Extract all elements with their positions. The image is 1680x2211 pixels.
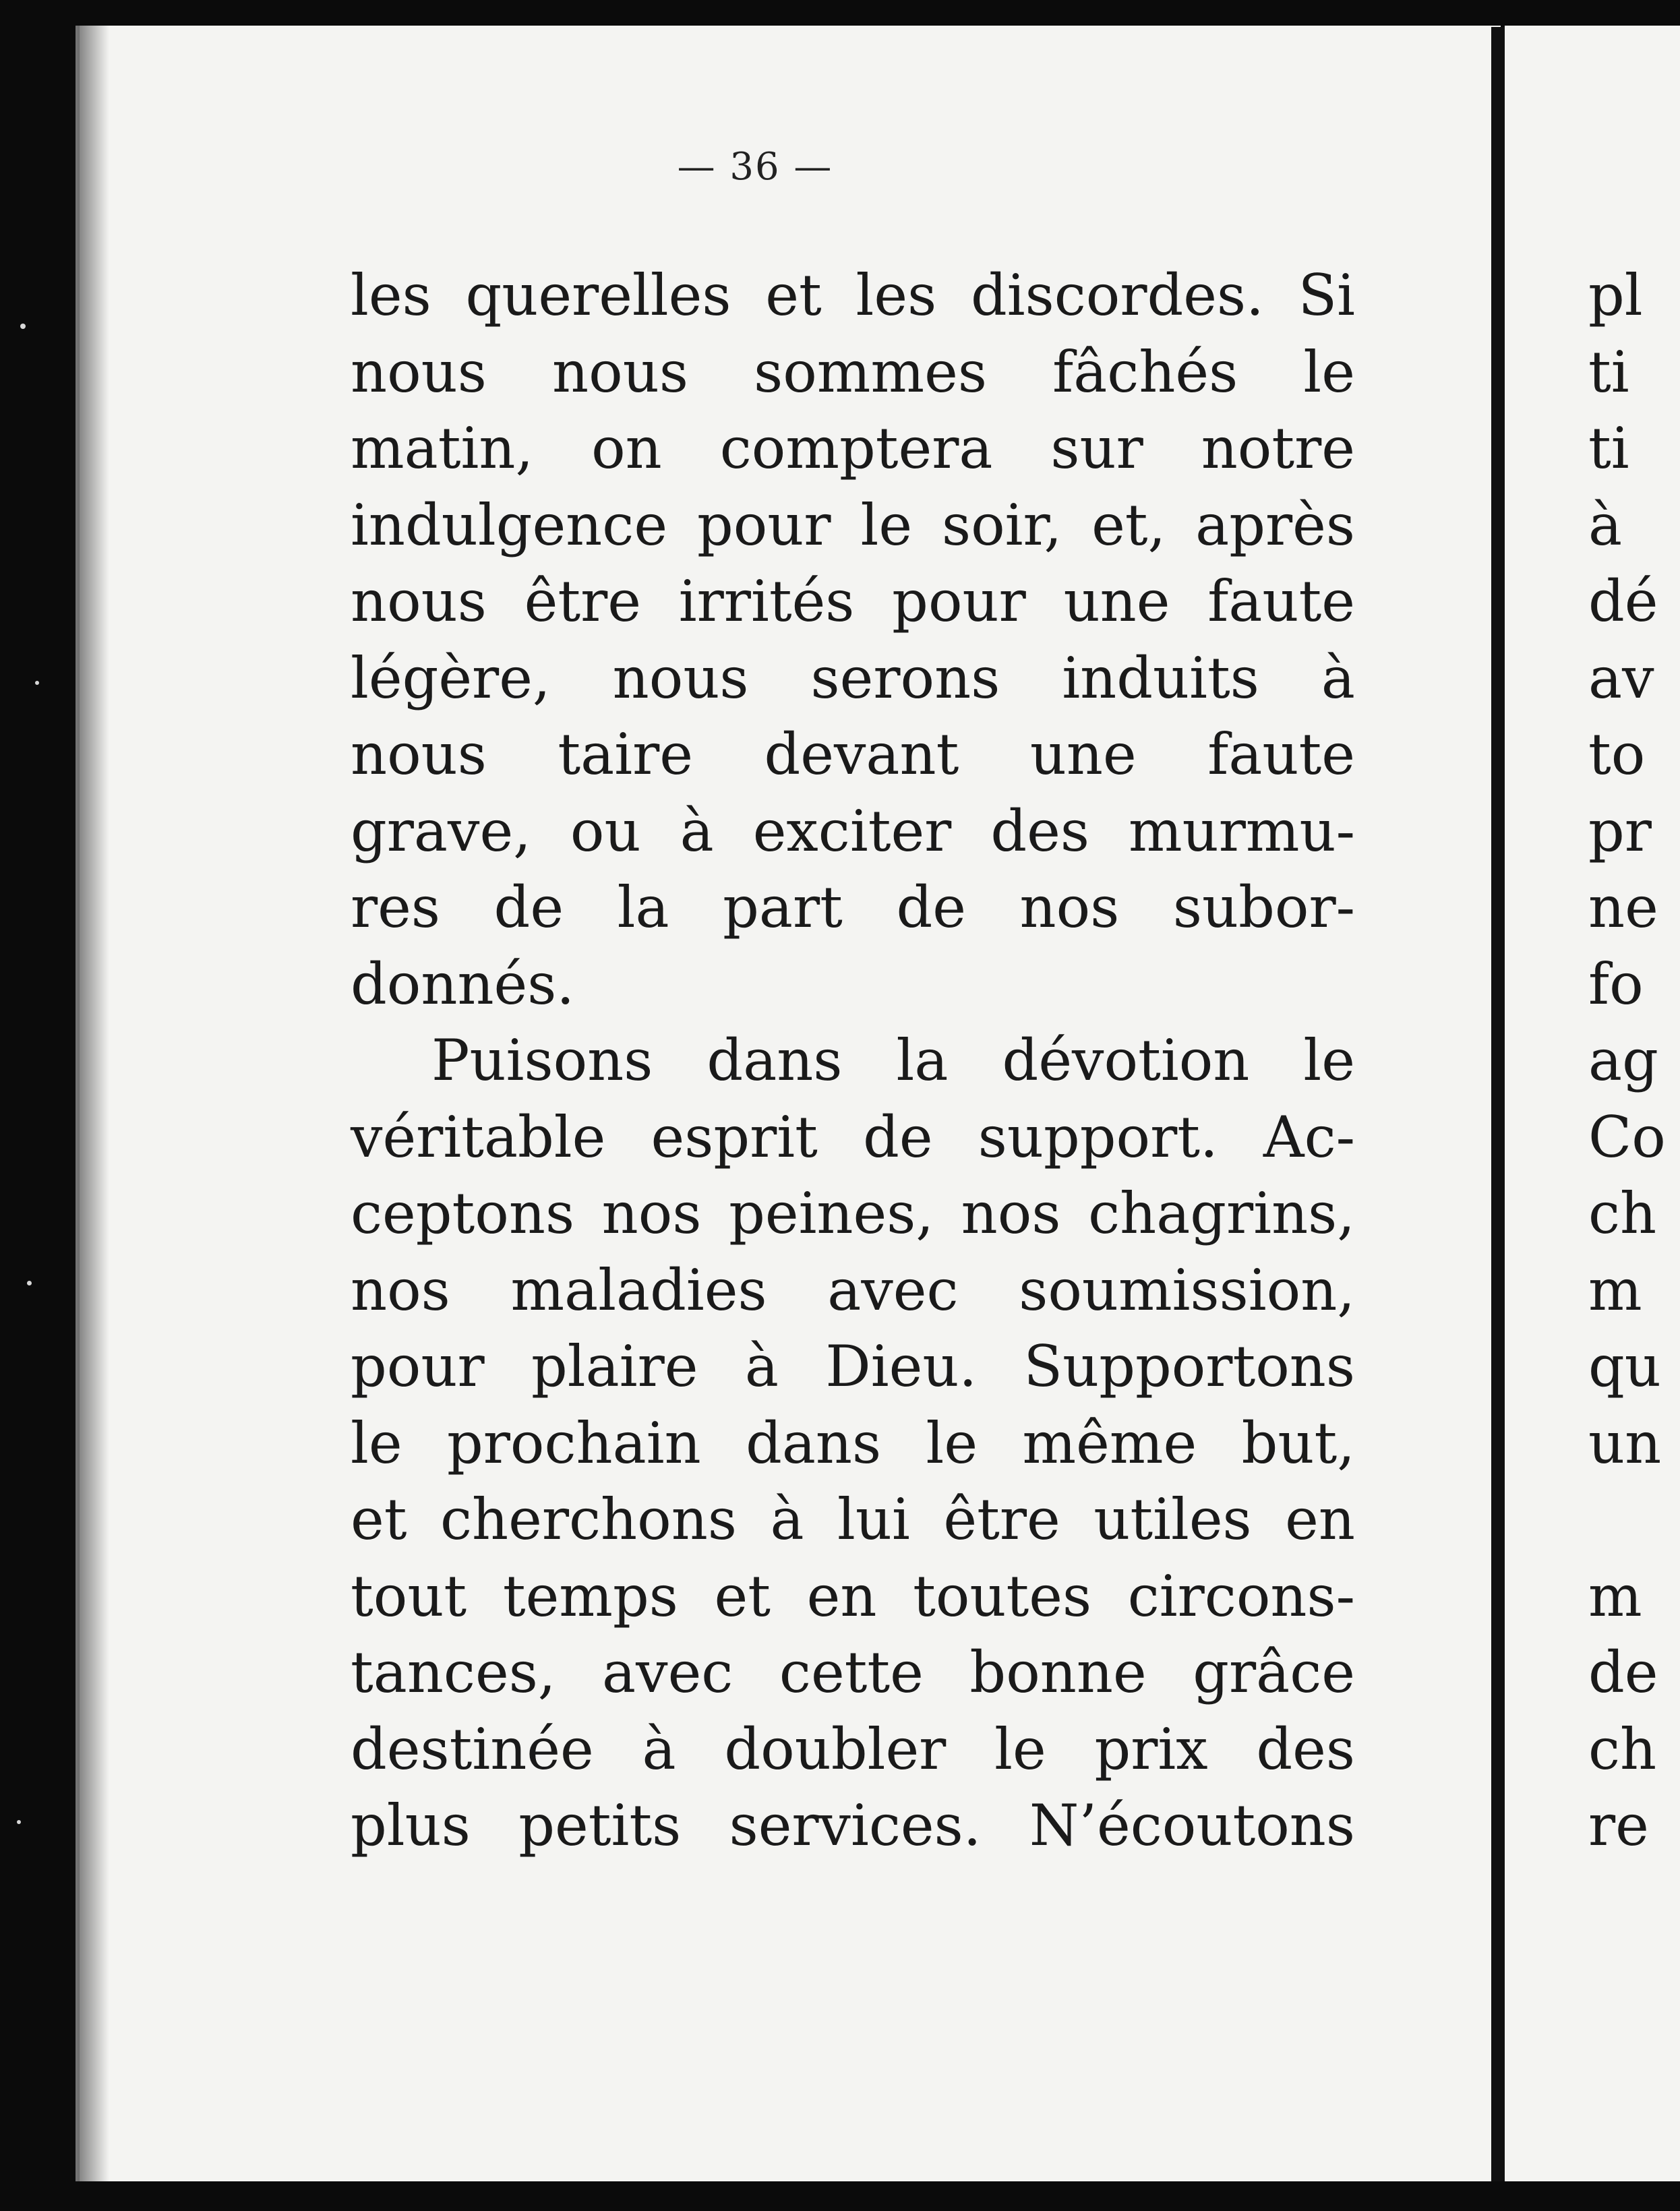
text-line-13: ceptons nos peines, nos chagrins,: [351, 1180, 1355, 1246]
text-line-6: légère, nous serons induits à: [351, 644, 1355, 711]
text-line-17: et cherchons à lui être utiles en: [351, 1486, 1355, 1552]
fragment-13: ch: [1588, 1180, 1657, 1246]
scan-speck: [35, 681, 39, 685]
fragment-3: ti: [1588, 415, 1629, 481]
facing-page-text-fragments: [1588, 258, 1666, 1865]
fragment-12: Co: [1588, 1103, 1666, 1170]
text-line-21: plus petits services. N’écoutons: [351, 1792, 1355, 1858]
fragment-15: qu: [1588, 1333, 1661, 1399]
page-number: — 36 —: [677, 145, 833, 189]
fragment-2: ti: [1588, 338, 1629, 405]
fragment-21: re: [1588, 1792, 1649, 1858]
fragment-8: pr: [1588, 797, 1652, 864]
page-edge-shadow: [76, 26, 109, 2181]
fragment-11: ag: [1588, 1027, 1658, 1093]
text-line-2: nous nous sommes fâchés le: [351, 338, 1355, 405]
scan-speck: [20, 324, 26, 329]
text-line-5: nous être irrités pour une faute: [351, 568, 1355, 634]
fragment-4: à: [1588, 491, 1623, 558]
body-text: [351, 258, 1355, 1865]
text-line-16: le prochain dans le même but,: [351, 1410, 1355, 1476]
fragment-19: de: [1588, 1639, 1658, 1705]
text-line-18: tout temps et en toutes circons-: [351, 1563, 1355, 1629]
fragment-1: pl: [1588, 262, 1643, 328]
text-line-3: matin, on comptera sur notre: [351, 415, 1355, 481]
fragment-10: fo: [1588, 950, 1644, 1017]
text-line-19: tances, avec cette bonne grâce: [351, 1639, 1355, 1705]
fragment-18: m: [1588, 1563, 1642, 1629]
text-line-8: grave, ou à exciter des murmu-: [351, 797, 1355, 864]
fragment-9: ne: [1588, 874, 1658, 940]
scan-speck: [27, 1281, 32, 1285]
text-line-20: destinée à doubler le prix des: [351, 1716, 1355, 1782]
text-line-9: res de la part de nos subor-: [351, 874, 1355, 940]
text-line-4: indulgence pour le soir, et, après: [351, 491, 1355, 558]
text-line-7: nous taire devant une faute: [351, 721, 1355, 787]
text-line-12: véritable esprit de support. Ac-: [351, 1103, 1355, 1170]
text-line-15: pour plaire à Dieu. Supportons: [351, 1333, 1355, 1399]
fragment-14: m: [1588, 1256, 1642, 1323]
fragment-7: to: [1588, 721, 1646, 787]
text-line-1: les querelles et les discordes. Si: [351, 262, 1355, 328]
fragment-17: [1588, 1482, 1642, 1558]
text-line-11: Puisons dans la dévotion le: [431, 1027, 1355, 1093]
fragment-16: un: [1588, 1410, 1662, 1476]
fragment-20: ch: [1588, 1716, 1657, 1782]
fragment-5: dé: [1588, 568, 1658, 634]
scan-speck: [17, 1820, 21, 1824]
text-line-14: nos maladies avec soumission,: [351, 1256, 1355, 1323]
text-line-10: donnés.: [351, 950, 575, 1017]
fragment-6: av: [1588, 644, 1654, 711]
